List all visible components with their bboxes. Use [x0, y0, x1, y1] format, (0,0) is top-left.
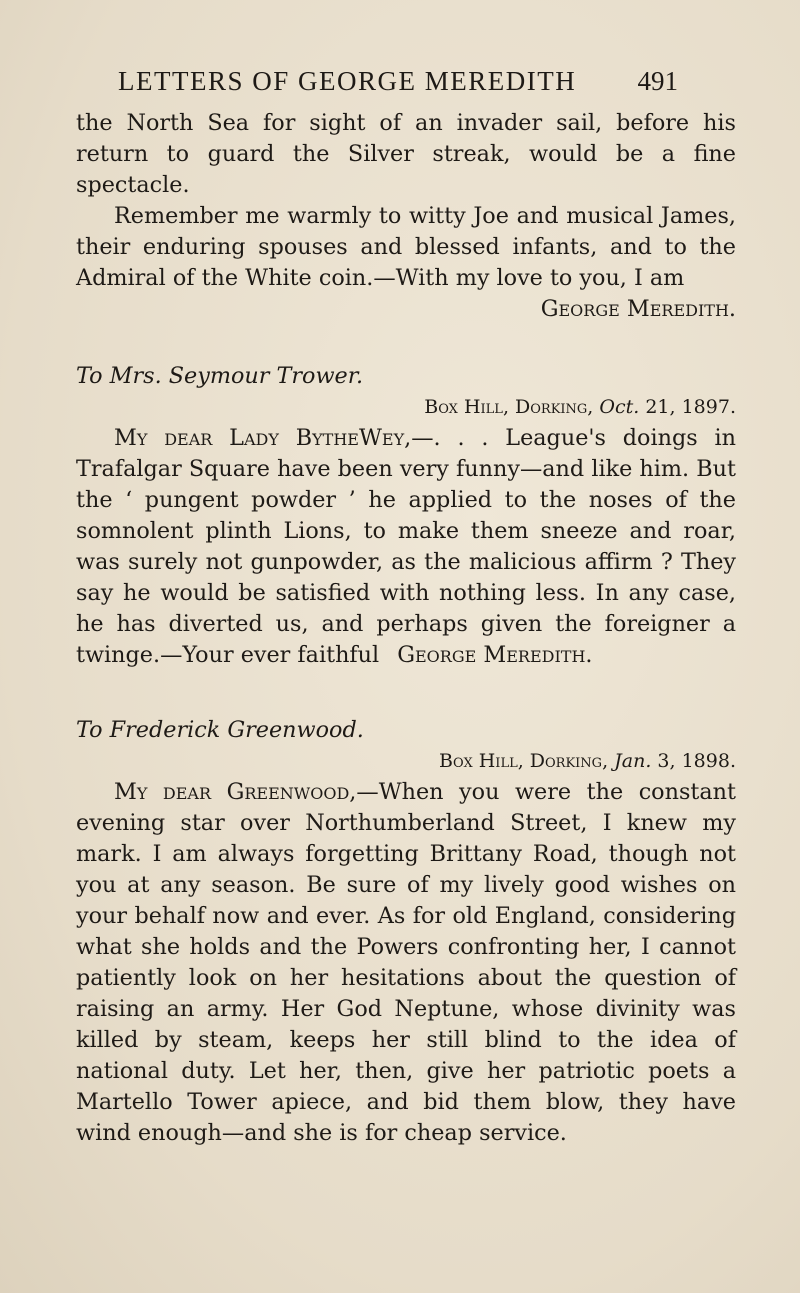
salutation: My dear Greenwood,: [114, 779, 357, 805]
letter-heading: To Mrs. Seymour Trower.: [76, 363, 364, 389]
letter-body: [76, 777, 736, 1149]
running-title: LETTERS OF GEORGE MEREDITH: [118, 66, 577, 96]
dateline: [76, 746, 736, 777]
continued-paragraph-closing: Remember me warmly to witty Joe and musical James, their enduring spouses and blessed infants, and to the Admiral of the White coin.—With my love to you, I am: [76, 203, 736, 291]
signature: George Meredith.: [540, 296, 736, 322]
letter-body: [76, 423, 736, 671]
page-body: [76, 108, 736, 1149]
letter-text: —When you were the constant evening star over Northumberland Street, I knew my mark. I am always forgetting Brittany Road, though not you at any season. Be sure of my lively good wishes on your behalf now and ever. As for old England, considering what she holds and the Powers confronting her, I cannot patiently look on her hesitations about the question of raising an army. Her God Neptune, whose divinity was killed by steam, keeps her still blind to the idea of national duty. Let her, then, give her patriotic poets a Martello Tower apiece, and bid them blow, they have wind enough—and she is for cheap service.: [76, 779, 736, 1146]
dateline-place: Box Hill, Dorking,: [439, 750, 615, 772]
letter-heading: To Frederick Greenwood.: [76, 717, 364, 743]
continued-paragraph: the North Sea for sight of an invader sail, before his return to guard the Silver streak, would be a fine spectacle.: [76, 110, 736, 198]
page-number: 491: [637, 66, 678, 96]
dateline-day-year: 21, 1897.: [639, 396, 736, 418]
salutation: My dear Lady BytheWey,: [114, 425, 412, 451]
dateline-month: Oct.: [599, 396, 640, 418]
letter-text: —. . . League's doings in Trafalgar Square have been very funny—and like him. But the ‘ pungent powder ’ he applied to the noses of the somnolent plinth Lions, to make them sneeze and roar, was surely not gunpowder, as the malicious affirm ? They say he would be satisfied with nothing less. In any case, he has diverted us, and perhaps given the foreigner a twinge.—Your ever faithful: [76, 425, 736, 668]
page-header: [118, 66, 678, 106]
dateline: [76, 392, 736, 423]
signature: George Meredith.: [397, 642, 593, 668]
dateline-day-year: 3, 1898.: [651, 750, 736, 772]
dateline-place: Box Hill, Dorking,: [424, 396, 600, 418]
dateline-month: Jan.: [614, 750, 652, 772]
